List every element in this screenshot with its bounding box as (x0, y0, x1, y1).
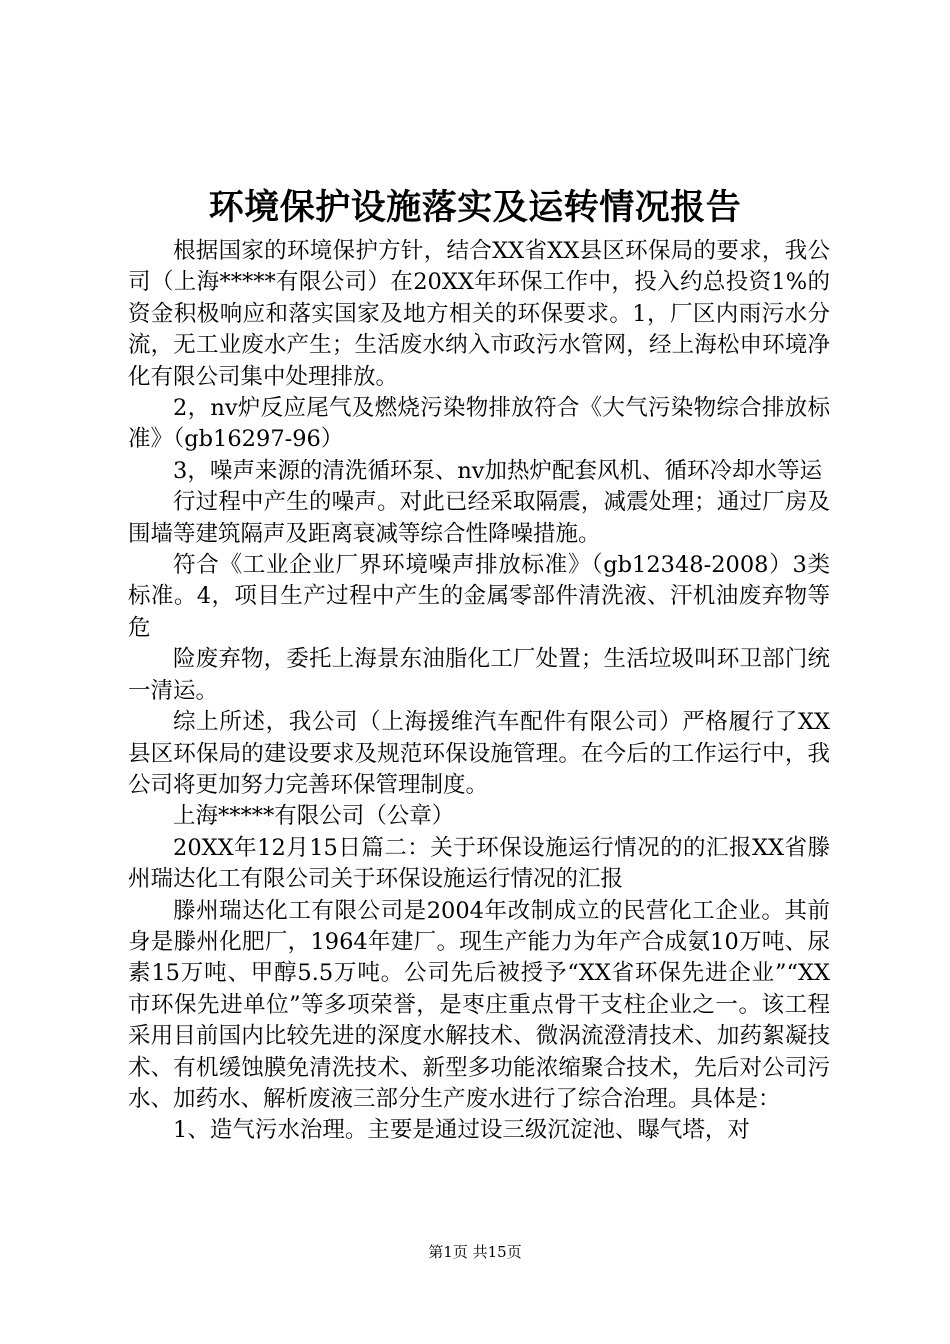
paragraph: 险废弃物，委托上海景东油脂化工厂处置；生活垃圾叫环卫部门统一清运。 (128, 646, 830, 704)
paragraph: 综上所述，我公司（上海援维汽车配件有限公司）严格履行了XX县区环保局的建设要求及规范环保设施管理。在今后的工作运行中，我公司将更加努力完善环保管理制度。 (128, 709, 830, 798)
document-title: 环境保护设施落实及运转情况报告 (208, 187, 742, 228)
document-body (128, 236, 830, 1147)
paragraph: 根据国家的环境保护方针，结合XX省XX县区环保局的要求，我公司（上海*****有限公司）在20XX年环保工作中，投入约总投资1%的资金积极响应和落实国家及地方相关的环保要求。1，厂区内雨污水分流，无工业废水产生；生活废水纳入市政污水管网，经上海松申环境净化有限公司集中处理排放。 (128, 238, 830, 390)
paragraph: 上海*****有限公司（公章） (173, 803, 455, 830)
paragraph: 符合《工业企业厂界环境噪声排放标准》（gb12348-2008）3类标准。4，项目生产过程中产生的金属零部件清洗液、汗机油废弃物等危 (128, 552, 830, 641)
paragraph: 滕州瑞达化工有限公司是2004年改制成立的民营化工企业。其前身是滕州化肥厂，1964年建厂。现生产能力为年产合成氨10万吨、尿素15万吨、甲醇5.5万吨。公司先后被授予“XX省环保先进企业”“XX市环保先进单位”等多项荣誉，是枣庄重点骨干支柱企业之一。该工程采用目前国内比较先进的深度水解技术、微涡流澄清技术、加药絮凝技术、有机缓蚀膜免清洗技术、新型多功能浓缩聚合技术，先后对公司污水、加药水、解析废液三部分生产废水进行了综合治理。具体是： (128, 897, 830, 1112)
paragraph: 1、造气污水治理。主要是通过设三级沉淀池、曝气塔，对 (173, 1117, 750, 1144)
paragraph: 20XX年12月15日篇二：关于环保设施运行情况的的汇报XX省滕州瑞达化工有限公司关于环保设施运行情况的汇报 (128, 834, 830, 893)
page-number-footer: 第1页 共15页 (428, 1243, 522, 1261)
paragraph: 2，nv炉反应尾气及燃烧污染物排放符合《大气污染物综合排放标准》（gb16297-96） (128, 395, 830, 453)
paragraph: 行过程中产生的噪声。对此已经采取隔震，减震处理；通过厂房及围墙等建筑隔声及距离衰减等综合性降噪措施。 (128, 489, 830, 547)
paragraph: 3，噪声来源的清洗循环泵、nv加热炉配套风机、循环冷却水等运 (173, 457, 823, 484)
